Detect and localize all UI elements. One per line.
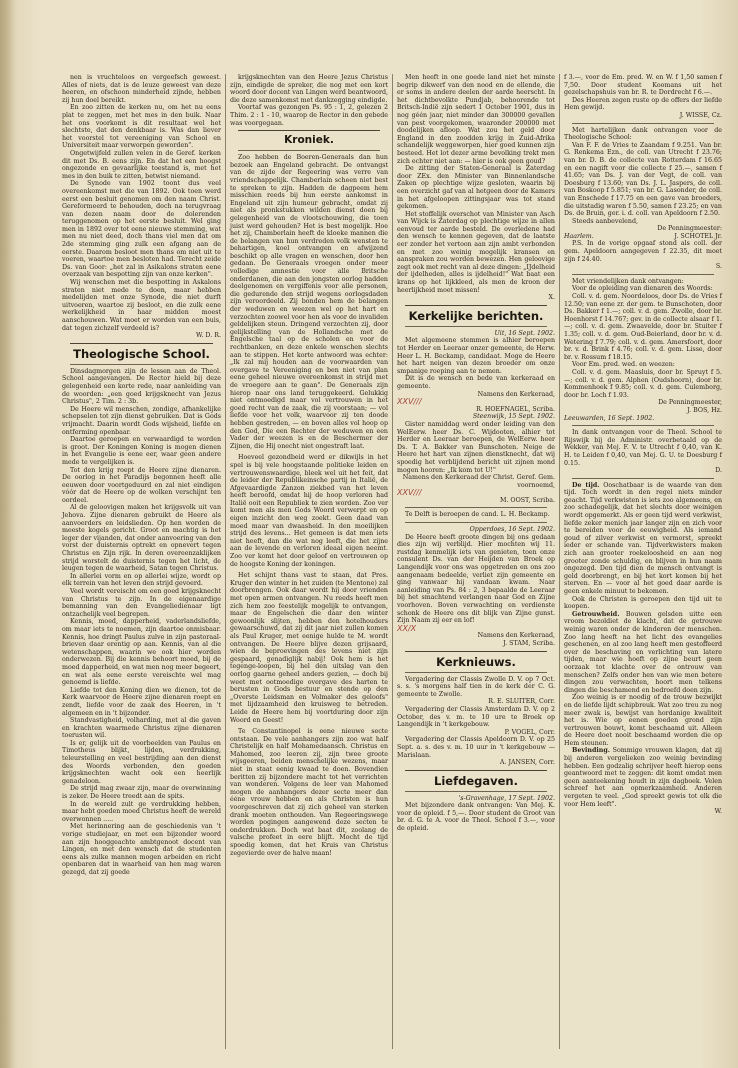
- paragraph: Coll. v. d. gem. Noordeloos, door Ds. de Vries f 12.50; van eene zr. der gem. te Bunschoten, door Ds. Bakker f 1.—; coll. v. d. gem. Zwolle, door br. Hoenhorst f 14.767; gev. in de collecte alsaar f 1.—; coll. v. d. gem. Zwaavelde, door br. Stuiter f 1.35; coll. v. d. gem. Oud-Beierland, door br. v. d. Wetering f 7.79; coll. v. d. gem. Amersfoort, door br. v. d. Brink f 4.76; coll. v. d. gem. Lisse, door br. v. Rossum f 18.15.: [564, 293, 722, 361]
- signature: Namens den Kerkeraad,: [477, 632, 555, 640]
- heading-kerkelijke-berichten: Kerkelijke berichten.: [408, 308, 544, 323]
- paragraph: Daartoe geroepen en verwaardigd te worden is groot. Der Koningen Koning is mogen dienen in het Evangelie is eene eer, waar geen andere mede te vergelijken is.: [62, 436, 221, 466]
- columns: [58, 74, 726, 1049]
- divider: [70, 364, 213, 365]
- paragraph: Vergadering der Classis Zwolle D. V. op 7 Oct. s. s. 's morgens half tien in de kerk der C. G. gemeente te Zwolle.: [397, 675, 555, 698]
- dateline: 's-Gravenhage, 17 Sept. 1902.: [458, 794, 555, 802]
- paragraph: Ongetwijfeld zullen velen in de Geref. kerken dit met Ds. B. eens zijn. En dat het een hoogst ongezonde en gevaarlijke toestand is, met het mes in den buik te zitten, betwist niemand.: [62, 149, 221, 180]
- signature: S.: [715, 263, 722, 271]
- paragraph: P.S. In de vorige opgaaf stond als coll. der gem. Apeldoorn aangegeven f 22.35, dit moet zijn f 24.40.: [564, 240, 722, 263]
- paragraph: De tijd. Ooschatbaar is de waarde van den tijd. Toch wordt in den regel niets minder geacht. Tijd verkwisten is iets zoo algemeens, en zoo schadegelijk, dat het slechts door weinigen wordt opgemerkt. Als er geen tijd werd verkwist, liefde zeker menich jaar langer zijn en zich voor te bereiden voor de eeuwigheid. Als iemand goud of zilver verkwist en vermorst, spreekt ieder er schande van. Tijdverkwisters maken zich aan grooter roekeloosheid en aan nog grooter zonde schuldig, en blijven in hun naam ongezegd. Den tijd dien de mensch ontvangt is geld doorbrengt, en bij het kort komen bij het sterven. En — voor al het goed daar aarde is geen enkele minuut te bekomen.: [564, 481, 722, 595]
- paragraph: Hoeveel gezondbeid werd er dikwijls in het spel is bij vele hoogstaande politieke leiden en vertrouwenswaardige, bleek wel uit het feit, dat de leider der Republikeinsche partij in Italië, de Afgevaardigde Zanzon ziekbed van het leven heeft beroofd, omdat hij de hoop verloren had Italië ooit een Republiek te zien worden. Zoo ver komt men als men Gods Woord verwerpt en op eigen inzicht den weg zoekt. Geen daad van moed maar van dwaasheid. In den moeilijken strijd des levens... Het gemeen is dat men iets niet heeft, dan die wat nog leeft, die het zijne aan de levende en verloren ideaal eigen neemt. Zoo ver komt het door geloof en vertrouwen op de hoogste Koning der koningen.: [230, 454, 388, 568]
- signature: Namens den Kerkeraad der Christ. Geref. Gem. voornoemd,: [402, 474, 555, 489]
- paragraph: De Heere wil menschen, zondige, afhankelijke schepselen tot zijn dienst gebruiken. Dat is Gods vrijmacht. Daarin wordt Gods wijsheid, liefde en ontferming openbaar.: [62, 405, 221, 436]
- paragraph: Vergadering der Classis Amsterdam D. V. op 2 October, des v. m. te 10 ure te Broek op Langendijk in 't kerkgebouw.: [397, 705, 555, 729]
- heading-kerknieuws: Kerknieuws.: [436, 654, 516, 669]
- divider: [238, 150, 380, 151]
- paragraph: In dank ontvangen voor de Theol. School te Rijswijk bij de Administr. overbetaald op de Wekker, van Mej. F. V. te Utrecht f 0,40, van K. H. te Leiden f 0,40, van Mej. G. U. te Doesburg f 0.15.: [564, 429, 722, 467]
- divider: [572, 123, 714, 124]
- paragraph: Kennis, moed, dapperheid, vaderlandsliefde, om maar iets te noemen, zijn daartoe onmisbaar. Kennis, hoe dringt Paulus zulve in zijn pastoraal-brieven daar erentig op aan. Kennis, van al die wetenschappen, waarin we ook hier worden onderwezen. Bij die kennis behoort moed, bij de moed dapperheid, en wat men nog meer begeert, en wat als eene eerste vereischte wel mag genoemd is liefde.: [62, 618, 221, 687]
- signature: De Penningmeester:: [657, 225, 722, 233]
- column-3: [392, 74, 559, 1049]
- paragraph: Zoo weinig is er noodig of de trouw bezwijkt en de liefde lijdt schipbreuk. Wat zoo treu zu nog meer zwak is, bewijst van hordanige kwaliteit het is. Wie op eenen goeden grond zijn vertrouwen bouwt, komt beschaamd uit. Alleen de Heere doet nooit beschaamd worden die op Hem steunen.: [564, 694, 722, 747]
- signature: X.: [548, 294, 555, 302]
- signature: W. D. R.: [196, 332, 221, 340]
- paragraph: Met bijzondere dank ontvangen: Van Mej. K. voor de opleid. f 5,—. Door student de Groot van br. d. G. te A. voor de Theol. School f 3.—, voor de opleid.: [397, 802, 555, 833]
- column-2: [225, 74, 392, 1049]
- divider: [405, 672, 547, 673]
- divider: [405, 522, 547, 523]
- paragraph: Met hartelijken dank ontvangen voor de Theologische School:: [564, 126, 722, 142]
- paragraph: Met herinnering aan de geschiedenis van 't vorige studiejaar, en met een bijzonder woord aan zijn hooggeachte ambtgenoot docent van Lingen, en met den wensch dat de studenten eens als zulke mannen mogen arbeiden en richt openbaren dat in waarheid van hen mag waren gezegd, dat zij goede: [62, 823, 221, 876]
- signature: D.: [715, 467, 722, 475]
- paragraph: Coll. v. d. gem. Maasluis, door br. Spruyt f 5.—; coll. v. d. gem. Alphen (Oudshoorn), door br. Kommenhoek f 9.85; coll. v. d. gem. Culemborg, door br. Loch f 1.93.: [564, 368, 722, 399]
- dateline: Uit, 16 Sept. 1902.: [494, 329, 555, 337]
- paragraph: Steeds aanbevelend,: [572, 217, 638, 225]
- handwritten-mark: XX/X: [397, 623, 417, 633]
- paragraph: Al de geloovigen maken het krijgsvolk uit van Jehova. Zijne dienaren gebruikt de Heere als aanvoerders en leidslieden. Op hen worden de meeste kogels gericht. Groot en machtig is het leger der vijanden, dat onder aanvoering van den vorst der duisternis optrekt en opnevert tegen Christus en Zijn rijk. In deren overeenzaklijken strijd worstelt de duisternis tegen het licht, de leugen tegen de waarheid, Satan tegen Christus.: [62, 504, 221, 573]
- paragraph: Bevinding. Sommige vrouwen klagen, dat zij bij anderen vergelieken zoo weinig bevinding hebben. Een godzalig schrijver heeft hierop eens geantwoord met te zeggen: dit komt omdat men geen aanteekening houdt in zijn dagboek. Velen schreef het aan opmerkzaamheid. Anderen vergeten te veel. „God spreekt gewis tot elk die voor Hem leeft".: [564, 747, 722, 808]
- paragraph: De zitting der Staten-Generaal is Zaterdag door ZEx. den Minister van Binnenlandsche Zaken op plechtige wijze gesloten, waarin bij een overzicht gaf van al hetgeen door de Kamers in het afgeloopen zittingsjaar was tot stand gekomen.: [397, 165, 555, 211]
- divider: [572, 425, 714, 426]
- paragraph: Het schijnt thans vast te staan, dat Pres. Kruger den winter in het zuiden (te Mentone) zal doorbrengen. Ook daar wordt hij door vrienden met open armen ontvangen. Nu reeds heeft men zich hem zoo feestelijk mogelijk te ontvangen, maar de Engelschen die daar den winter gewoonlijk slijten, hebben den hotelhouders gewaarschuwd, dat zij dit jaar niet zullen komen als Paul Kruger, met eenige hulde te M. wordt ontvangen. De Heere blijve dezen grijsaard, wien de beproevingen des levens niet zijn gespaard, genadiglijk nabij! Ook hem is het tegenge-loopen, bij hel den uitslag van den oorlog gaarne geheel anders gezien, — doch bij weet met ootmoedige overgave des harten te berusten in Gods bestuur en stende op den „Overste Leidsman en Volmaker des geloofs" met lijdzaamheid den kruisweg te betreden. Leide de Heere hem bij voortduring door zijn Woord en Geest!: [230, 572, 388, 724]
- signature: R. HOEFNAGEL, Scriba.: [476, 405, 555, 413]
- paragraph: De Synode van 1902 toont dus veel overeenkomst met die van 1892. Ook toen werd eerst een besluit genomen om den naam Christ. Gereformeerd te behouden, doch na terugvraag van dezen naam door de dolerenden teruggenomen op het eerste besluit. Wel ging men in 1892 over tot eene nieuwe stemming, wat men nu niet deed, doch thans viel men dat om 2de stemming ging zulk een afgang aan de eerste. Daarom besloot men thans om niet uit te voeren, waartoe men besloten had. Terecht zeide Ds. van Goor: „het zal in Asikalons straten eene overzaak van bespotting zijn van onze kerken".: [62, 180, 221, 279]
- paragraph: Getrouwheid. Bouwen gelsden uitte een vroom bezoldiet de klacht, dat de getrouwe weinig waren onder de kinderen der menschen. Zoo lang heeft na het licht des evangelies geschenen, en al zoo lang heeft men gestoffeerd over de beschaving en verlichting van latere tijden, maar wie hoeft op zijne beurt geen oorzaak tot klachte over de ontrouw van menschen? Zelfs onder hen van wie men betere dingen zou verwachten, hoort men telkens dingen die beschamend en bedroefd doen zijn.: [564, 610, 722, 694]
- paragraph: Het stoffelijk overschot van Minister van Asch van Wijck is Zaterdag op plechtige wijze in allen eenvoud ter aarde besteld. De overledene had den wensch te kennen gegeven, dat de laatste eer zonder het vertoon aan zijn ambt verbonden en met zoo weinig mogelijk kransen en aanspraken zou worden bewezen. Hen geloovige zegt ook met recht van al deze dingen: „IJdelheid der ijdelheden, alles is ijdelheid!" Wat baat een krans op het lijkkleed, als men de kroon der heerlijkheid moet missen!: [397, 210, 555, 294]
- divider: [572, 274, 714, 275]
- paragraph: Veel wordt vereischt om een goed krijgsknecht van Christus te zijn. In de eigenaardige bemanning van den Evangeliedienaar ligt ontzachelijk veel begrepen.: [62, 588, 221, 618]
- paragraph: Voor de opleiding van dienaren des Woords:: [572, 285, 713, 293]
- paragraph: Voortaf was gezongen Ps. 95 : 1, 2, gelezen 2 Thim. 2 : 1 - 10, waarop de Rector in den gebede was voorgegaan.: [230, 104, 388, 127]
- paragraph: En zoo zitten de kerken nu, om het nu eens plat te zeggen, met het mes in den buik. Naar het ons voorkomt is dit resultaat wel het slechtste, dat den denkbaar is. Was dan liever het voorstel tot vereeniging van School en Universiteit maar verworpen geworden".: [62, 104, 221, 150]
- paragraph: De strijd mag zwaar zijn, maar de overwinning is zeker. De Heere treedt aan de spits.: [62, 785, 221, 801]
- signature: J. STAM, Scriba.: [503, 639, 555, 647]
- divider: [405, 791, 547, 792]
- paragraph: Dinsdagmorgen zijn de lessen aan de Theol. School aangevangen. De Rector hield bij deze gelegenheid een korte rede, naar aanleiding van de woorden: „een goed krijgsknecht van Jezus Christus", 2 Tim. 2 : 3b.: [62, 367, 221, 406]
- page-binding-shadow: [0, 0, 14, 1068]
- signature: P. VOGEL, Corr.: [504, 728, 555, 736]
- paragraph: Met algemeene stemmen is alhier beroepen tot Herder en Leeraar onzer gemeente, de Herw. Heer L. H. Beckamp, candidaat. Moge de Heere het hart neigen van dezen broeder om onze smpanige roeping aan te nemen.: [397, 337, 555, 375]
- handwritten-mark: XXV///: [397, 488, 422, 498]
- paragraph: Van F. F. de Vries te Zaandam f 9.251. Van br. G. Renkema Ezn., de coll. van Utrecht f 23.76; van br. D. B. de collecte van Rotterdam f 16.65 en een nagift voor die collecte f 25.—, samen f 41.65; van Ds. J. van der Vegt, de coll. van Doesburg f 13.60; van Ds. J. L. Jaspers, de coll. van Boskoop f 5.851; van br. G. Lasonder, de coll. van Enschede f 17.75 en een gave van broeders, die uitstadig waren f 5.50, samen f 23.25; en van Ds. de Bruin, ger. i. d. coll. van Apeldoorn f 2.50.: [564, 141, 722, 218]
- signature: A. JANSEN, Corr.: [499, 759, 555, 767]
- paragraph: De Heere heeft groote dingen bij ons gedaan dies zijn wij verblijd. Hier mochten wij 11. rustdag kenmelijk iets van genieten, toen onze consulent Ds. van der Heijden van Broek op Langendijk voor ons was opgetreden en ons zoo aangenaam bedeelde, verliet zijn gemeente en ging vanwaar hij vandaan kwam. Naar aanleiding van Ps. 84 : 2, 3 bepaalde de Leeraar bij het smachtend verlangen naar God en Zijne voorhoven. Boven verwachting en verdienste schonk de Heere ons dit blijk van Zijne gunst. Zijn Naam zij eer en lof!: [397, 533, 555, 625]
- dateline: Opperdoes, 16 Sept. 1902.: [469, 526, 555, 534]
- paragraph: f 3.—, voor de Em. pred. W. en W. f 1,50 samen f 7,50. Door student Koomans uit het gezelschapshuis van br. R. te Dordrecht f 6.—.: [564, 74, 722, 97]
- paragraph: In allerlei vorm en op allerlei wijze, wordt op elk terrein van het leven den strijd gevoerd.: [62, 572, 221, 588]
- paragraph: In de wereld zult ge verdrukking hebben, maar hebt goeden moed Christus heeft de wereld overwonnen .....: [62, 800, 221, 823]
- paragraph: Tot den krijg roept de Heere zijne dienaren. De oorlog in het Paradijs begonnen heeft alle eeuwen door voortgeduurd en zal niet eindigen vóór dat de Heere op de wolken verschijnt ten oordeel.: [62, 466, 221, 504]
- divider: [405, 651, 547, 652]
- signature: De Penningmeester,: [658, 399, 722, 407]
- divider: [572, 478, 714, 479]
- paragraph: krijgsknechten van den Heere Jezus Christus zijn, eindigde de spreker, die nog met een kort woord door docent van Lingen werd beantwoord, die deze samenkomst met dankzegging eindigde.: [230, 74, 389, 104]
- heading-kroniek: Kroniek.: [284, 134, 334, 147]
- paragraph: Gister namiddag werd onder leiding van den WelEerw. heer Ds. C. Wijdooten, alhier tot Herder en Leeraar beroepen, de WelEerw. heer Ds. T. A. Bakker van Bunschoten. Neige de Heere het hart van zijnen dienstknecht, dat wij spoedig het verblijdend bericht uit zijnen mond mogen hooren: „Ik kom tot U!": [397, 420, 555, 474]
- dateline: Leeuwarden, 16 Sept. 1902.: [564, 414, 655, 422]
- divider: [405, 770, 547, 771]
- paragraph: Voor Em. pred. wed. en weezen:: [572, 361, 675, 369]
- dateline: Steenwijk, 15 Sept. 1902.: [472, 413, 555, 421]
- paragraph: Met vriendelijken dank ontvangen:: [572, 277, 684, 285]
- column-1: [58, 74, 225, 1049]
- divider: [405, 305, 547, 306]
- signature: M. OOST, Scriba.: [499, 496, 555, 504]
- column-4: [559, 74, 726, 1049]
- signature: R. E. SLUITER, Corr.: [488, 698, 555, 706]
- paragraph: Te Constantinopel is eene nieuwe secte ontstaan. De vele aanhangers zijn zoo wat half Christelijk en half Mohamedaansch. Christus en Mahomed, zoo leeren zij, zijn twee groote wijsgeeren, beiden menschelijke wezens, maar niet in staat eenig kwaad te doen. Bovendien beritten zij bijzondere macht tot het verrichten van wonderen. Volgens de leer van Mahomed mogen de aanhangers dezer secte meer dan ééne vrouw hebben en als Christen is hun voorgeschreven dat zij zich geheel van sterken drank moeten onthouden. Van Regeeringswege worden pogingen aangewend deze secten te onderdrukken. Doch wat baat dit, zoolang de valsche profeet in eere blijft. Mocht de tijd spoedig komen, dat het Kruis van Christus zegevierde over de halve maan!: [230, 728, 388, 857]
- divider: [405, 507, 547, 508]
- signature: Namens den Kerkeraad,: [477, 390, 555, 398]
- paragraph: Des Heeren zegen ruste op de offers der liefde Hem gewijd.: [564, 96, 722, 112]
- paragraph: Men heeft in one goede land niet het minste begrip dikwerf van den nood en de ellende, die er soms in andere deelen der aarde heerscht. In het dichtbevolkte Pundjab, behoorende tot Britsch-Indië zijn sedert 1 October 1901, dus in nog géén jaar, niet minder dan 300000 gevallen van pest voorgekomen, waaronder 200000 met doodelijken afloop. Wat zou het geld door England in den zoodden krijg in Zuid-Afrika schandelijk weggeworpen, hier goed kunnen zijn besteed. Het lot dezer arme bevolking trekt men zich echter niet aan: — hier is ook geen goud?: [397, 74, 555, 165]
- paragraph: Wij wenschen met die bespotting in Askalons straten niet mede te doen, maar hebben medelijden met onze Synode, die niet durft uitvoeren, waartoe zij besloot, en die zulk eene werkelijkheid in haar midden moest aanschouwen. Wat moet er worden van een buis, dat tegen zichzelf verdeeld is?: [62, 279, 221, 332]
- heading-theologische-school: Theologische School.: [73, 346, 210, 361]
- paragraph: Standvastigheid, volharding, met al die gaven en krachten waarmede Christus zijne dienaren toerusten wil.: [62, 717, 221, 740]
- signature-line: Haarlem. J. SCHOTEL Jr.: [564, 232, 722, 240]
- signature: J. BOS, Hz.: [687, 406, 722, 414]
- signature: W.: [714, 808, 722, 816]
- paragraph: Dit is de wensch en bede van kerkeraad en gemeente.: [397, 375, 555, 390]
- handwritten-mark: XXV///: [397, 397, 422, 407]
- paragraph: Ook de Christen is geroepen den tijd uit te koopen.: [564, 595, 722, 611]
- divider: [238, 130, 380, 131]
- heading-liefdegaven: Liefdegaven.: [434, 773, 518, 788]
- divider: [405, 326, 547, 327]
- paragraph: nen is vruchteloos en vergeefsch geweest. Alles of niets, dat is de leuze geweest van deze heeren, en ofschoon minderheid zijnde, hebben zij hun doel bereikt.: [62, 74, 221, 104]
- divider: [70, 343, 213, 344]
- paragraph: Liefde tot den Koning dien we dienen, tot de Kerk waarvoor de Heere zijne dienaren roept en zendt, liefde voor de zaak des Heeren, in 't algemeen en in 't bijzonder.: [62, 686, 221, 717]
- paragraph: Is er, gelijk uit de voorbeelden van Paulus en Timotheus blijkt, lijden, verdrukking, teleurstelling en veel bestrijding aan den dienst des Woords verbonden, den goeden krijgsknechten wacht ook een heerlijk genadeloon.: [62, 739, 221, 785]
- signature: J. WISSE, Cz.: [679, 111, 722, 119]
- paragraph: Te Delft is beroepen de cand. L. H. Beckamp.: [405, 511, 550, 519]
- paragraph: Vergadering der Classis Apeldoorn D. V. op 25 Sept. a. s. des v. m. 10 uur in 't kerkgebouw — Marislaan.: [397, 736, 555, 759]
- paragraph: Zoo hebben de Boeren-Generaals dan hun bezoek aan Engeland gebracht. De ontvangst van de zijde der Regeering was verre van vriendschappelijk. Chamberlain scheen niet best te spreken te zijn. Hadden de dagpeem hem misschien reeds bij hun eerste aankomst in Engeland uit zijn humeur gebracht, omdat zij niet als pronkstukken wilden dienst doen bij gelegenheid van de vlootschouwing, die toen juist werd gehouden? Het is best mogelijk. Hoe het zij, Chamberlain heeft de kloeke mannen die de belangen van hun verdreden volk wensten te behartigen, koel ontvangen en afwijzend beschikt op alle vragen en wenschen, door hen gedaan. De Generaals vroegen onder meer volledige amnestie voor alle Britsche onderdanen, die aan den jongsten oorlog hadden deelgenomen en vergiffenis voor alle personen, die gedurende den strijd wegens oorlogsdaden zijn veroordeeld. Zij bonden hem de belangen der weduwen en weezen wel op het hart en verzochten zoowel voor hen als voor de invaliden geldelijken steun. Dringend verzochten zij, door gelijkstelling van de Hollandsche met de Engelsche taal op de scholen en voor de rechtbanken, en deze enkele wenschen slechts aan te stippen. Het korte antwoord was echter: „Ik zal mij houden aan de voorwaarden van overgave te Vereeniging en ben niet van plan eene geheel nieuwe overeenkomst in strijd met de vroegere aan te gaan". De Generaals zijn hierop naar ons land teruggekeerd. Gelukkig niet ontmoedigd maar vol vertrouwen in het goed recht van de zaak, die zij voorstaan; — vol liefde voor het volk, waarvoor zij ten doode hebben gestreden, — en boven alles vol hoop op den God, Die een Rechter der weduwen en een Vader der weezen is en de Beschermer der Zijnen, die Hij onecht niet ongestraft laat.: [230, 154, 388, 450]
